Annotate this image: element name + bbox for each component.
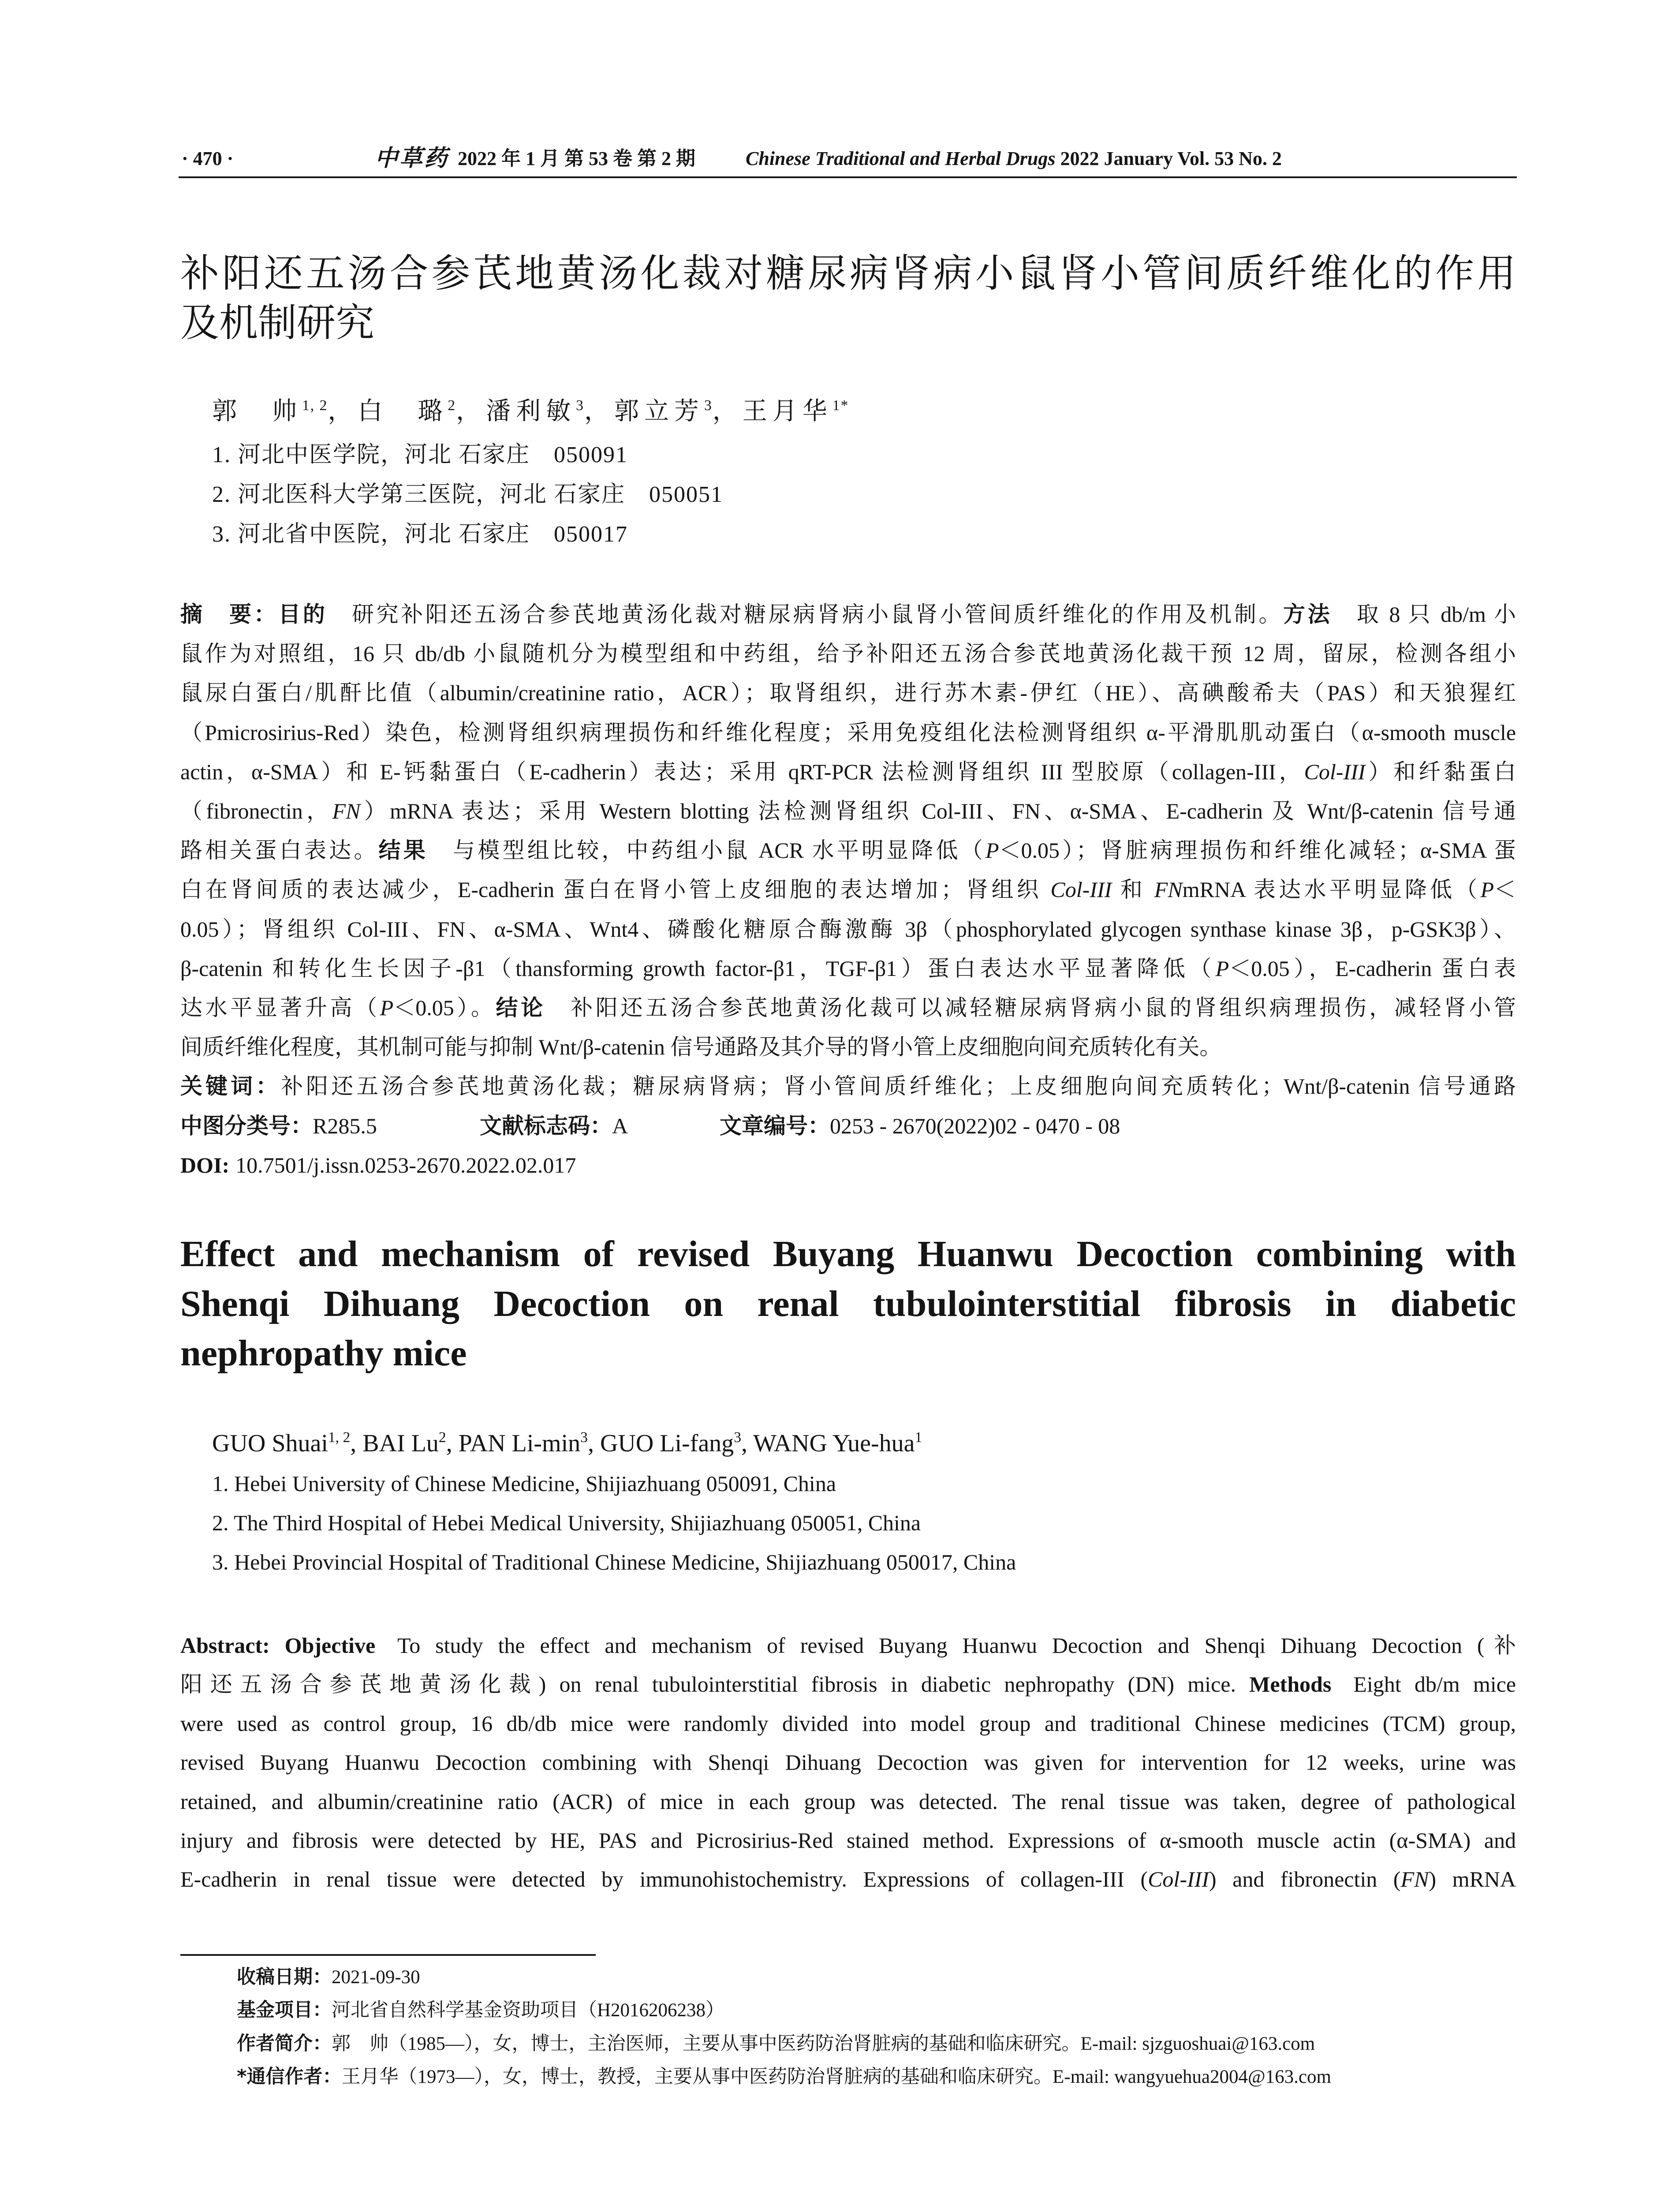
author-list-en (212, 1428, 922, 1459)
clc-number (180, 1106, 480, 1146)
abstract-cn-line (180, 673, 1516, 713)
text-run: actin，α-SMA）和 E-钙黏蛋白（E-cadherin）表达；采用 qRT-PCR 法检测肾组织 III 型胶原（collagen-III， (180, 759, 1304, 784)
footnote-received (237, 1961, 1331, 1994)
italic-term: P (985, 838, 999, 863)
text-run: 间质纤维化程度，其机制可能与抑制 Wnt/β-catenin 信号通路及其介导的肾小管上皮细胞向间充质转化有关。 (180, 1035, 1222, 1060)
bold-label: Methods (1249, 1672, 1332, 1697)
footnote-text: 郭 帅（1985—），女，博士，主治医师，主要从事中医药防治肾脏病的基础和临床研究。E-mail: sjzguoshuai@163.com (332, 2033, 1315, 2054)
bold-label: Abstract: Objective (180, 1633, 376, 1658)
abstract-cn-line (180, 792, 1516, 831)
abstract-cn-line (180, 910, 1516, 949)
keywords-cn (180, 1067, 1516, 1106)
text-run: injury and fibrosis were detected by HE, PAS and Picrosirius-Red stained method. Expressions of α-smooth muscle actin (α-SMA) and (180, 1828, 1516, 1853)
affiliation-superscript: 1, 2 (302, 397, 328, 414)
text-run: Eight db/m mice (1331, 1672, 1516, 1697)
text-run: ＜0.05）。 (393, 995, 496, 1020)
abstract-en-line (180, 1704, 1516, 1743)
footnote-rule (180, 1954, 596, 1956)
abstract-en (180, 1626, 1516, 1899)
page-number: · 470 · (182, 148, 234, 169)
article-title-en (180, 1230, 1516, 1379)
abstract-cn-line (180, 1028, 1516, 1067)
title-en-line: Shenqi Dihuang Decoction on renal tubulointerstitial fibrosis in diabetic (180, 1283, 1516, 1324)
issue-info-cn: 2022 年 1 月 第 53 卷 第 2 期 (458, 148, 695, 169)
doi-line (180, 1146, 1516, 1185)
abstract-en-line (180, 1821, 1516, 1860)
footnote-funding (237, 1994, 1331, 2027)
header-rule (179, 176, 1517, 178)
text-run: 和 (1112, 877, 1154, 902)
italic-term: P (380, 995, 394, 1020)
bold-label: 结果 (378, 837, 428, 863)
footnote-label: *通信作者： (237, 2065, 342, 2088)
abstract-cn-line (180, 634, 1516, 673)
affiliation-cn: 2. 河北医科大学第三医院，河北 石家庄 050051 (212, 482, 724, 507)
clc-value: R285.5 (313, 1113, 377, 1138)
affiliation-cn: 1. 河北中医学院，河北 石家庄 050091 (212, 442, 628, 467)
affiliations-en (212, 1464, 1016, 1582)
affiliation-cn: 3. 河北省中医院，河北 石家庄 050017 (212, 522, 628, 547)
text-run: ) and fibronectin ( (1209, 1867, 1401, 1892)
document-code-value: A (612, 1113, 628, 1138)
text-run: 路相关蛋白表达。 (180, 838, 379, 863)
text-run: ) mRNA (1429, 1867, 1516, 1892)
clc-label: 中图分类号： (180, 1113, 313, 1139)
abstract-en-line (180, 1782, 1516, 1821)
text-run: ，王月华 (712, 398, 833, 425)
text-run: 补阳还五汤合参芪地黄汤化裁；糖尿病肾病；肾小管间质纤维化；上皮细胞向间充质转化；Wnt/β-catenin 信号通路 (281, 1074, 1516, 1099)
italic-term: FN (332, 799, 361, 824)
text-run: 研究补阳还五汤合参芪地黄汤化裁对糖尿病肾病小鼠肾小管间质纤维化的作用及机制。 (327, 602, 1284, 627)
text-run: 0.05）；肾组织 Col-III、FN、α-SMA、Wnt4、磷酸化糖原合酶激酶 3β（phosphorylated glycogen synthase kinase 3β，p-GSK3β）、 (180, 916, 1516, 942)
italic-term: Col-III (1148, 1867, 1209, 1892)
abstract-en-line (180, 1626, 1516, 1665)
journal-name-en: Chinese Traditional and Herbal Drugs (746, 148, 1056, 169)
italic-term: Col-III (1050, 877, 1112, 902)
article-title-cn (180, 249, 1516, 348)
footnote-label: 收稿日期： (237, 1966, 332, 1988)
affiliation-superscript: 2 (448, 397, 456, 414)
doi-label: DOI: (180, 1152, 230, 1177)
classification-line (180, 1106, 1516, 1146)
text-run: 鼠尿白蛋白/肌酐比值（albumin/creatinine ratio，ACR）；取肾组织，进行苏木素-伊红（HE）、高碘酸希夫（PAS）和天狼猩红 (180, 680, 1516, 706)
text-run: 取 8 只 db/m 小 (1332, 602, 1516, 627)
affiliation-superscript: 3 (580, 1429, 588, 1446)
text-run: revised Buyang Huanwu Decoction combining with Shenqi Dihuang Decoction was given for intervention for 12 weeks, urine was (180, 1750, 1516, 1775)
journal-info-en (746, 146, 1282, 172)
text-run: 与模型组比较，中药组小鼠 ACR 水平明显降低（ (428, 838, 986, 863)
text-run: E-cadherin in renal tissue were detected by immunohistochemistry. Expressions of collagen-III ( (180, 1867, 1148, 1892)
text-run: , GUO Li-fang (587, 1430, 734, 1457)
running-header (180, 146, 1516, 172)
text-run: To study the effect and mechanism of revised Buyang Huanwu Decoction and Shenqi Dihuang Decoction (补 (375, 1633, 1516, 1658)
text-run: ＜0.05）；肾脏病理损伤和纤维化减轻；α-SMA 蛋 (999, 838, 1516, 863)
text-run: 达水平显著升高（ (180, 995, 380, 1020)
footnote-text: 河北省自然科学基金资助项目（H2016206238） (332, 2000, 725, 2021)
affiliation-superscript: 3 (704, 397, 713, 414)
affiliation-superscript: 1, 2 (328, 1429, 351, 1446)
affiliation-superscript: 3 (576, 397, 584, 414)
article-number-label: 文章编号： (720, 1113, 830, 1139)
abstract-cn-line (180, 713, 1516, 752)
footnote-author-bio (237, 2027, 1331, 2060)
abstract-en-line (180, 1665, 1516, 1704)
affiliation-en: 2. The Third Hospital of Hebei Medical University, Shijiazhuang 050051, China (212, 1510, 921, 1535)
text-run: ，郭立芳 (584, 398, 704, 425)
doi-value: 10.7501/j.issn.0253-2670.2022.02.017 (235, 1152, 576, 1177)
text-run: , WANG Yue-hua (741, 1430, 915, 1457)
text-run: ，白 璐 (328, 398, 448, 425)
title-en-line: nephropathy mice (180, 1333, 467, 1374)
abstract-cn-line (180, 949, 1516, 988)
text-run: ）mRNA 表达；采用 Western blotting 法检测肾组织 Col-III、FN、α-SMA、E-cadherin 及 Wnt/β-catenin 信号通 (360, 799, 1516, 824)
document-code (480, 1106, 720, 1146)
article-number (720, 1106, 1120, 1146)
affiliations-cn (212, 435, 723, 554)
text-run: GUO Shuai (212, 1430, 328, 1457)
text-run: ，潘利敏 (456, 398, 576, 425)
bold-label: 关键词： (180, 1073, 281, 1099)
text-run: 白在肾间质的表达减少，E-cadherin 蛋白在肾小管上皮细胞的表达增加；肾组织 (180, 877, 1051, 902)
text-run: β-catenin 和转化生长因子-β1（thansforming growth factor-β1，TGF-β1）蛋白表达水平显著降低（ (180, 956, 1216, 981)
footnote-label: 基金项目： (237, 1999, 332, 2022)
italic-term: FN (1154, 877, 1183, 902)
affiliation-en: 1. Hebei University of Chinese Medicine, Shijiazhuang 050091, China (212, 1471, 836, 1496)
affiliation-superscript: 2 (438, 1429, 446, 1446)
abstract-cn-line (180, 595, 1516, 634)
document-code-label: 文献标志码： (480, 1113, 612, 1139)
text-run: mRNA 表达水平明显降低（ (1182, 877, 1481, 902)
text-run: 鼠作为对照组，16 只 db/db 小鼠随机分为模型组和中药组，给予补阳还五汤合参芪地黄汤化裁干预 12 周，留尿，检测各组小 (180, 641, 1516, 666)
bold-label: 摘 要： (180, 602, 279, 627)
bold-label: 结论 (496, 995, 546, 1021)
author-list-cn (212, 396, 849, 427)
text-run: retained, and albumin/creatinine ratio (ACR) of mice in each group was detected. The renal tissue was taken, degree of pathological (180, 1789, 1516, 1814)
text-run: were used as control group, 16 db/db mice were randomly divided into model group and traditional Chinese medicines (TCM) group, (180, 1711, 1516, 1736)
text-run: ＜0.05），E-cadherin 蛋白表 (1229, 956, 1516, 981)
abstract-cn-line (180, 870, 1516, 909)
italic-term: Col-III (1304, 759, 1366, 784)
affiliation-en: 3. Hebei Provincial Hospital of Traditional Chinese Medicine, Shijiazhuang 050017, China (212, 1550, 1016, 1574)
title-cn-line: 补阳还五汤合参芪地黄汤化裁对糖尿病肾病小鼠肾小管间质纤维化的作用 (180, 250, 1516, 296)
affiliation-superscript: 1* (832, 397, 849, 414)
text-run: , BAI Lu (350, 1430, 439, 1457)
abstract-en-line (180, 1860, 1516, 1899)
text-run: （fibronectin， (180, 799, 332, 824)
text-run: 补阳还五汤合参芪地黄汤化裁可以减轻糖尿病肾病小鼠的肾组织病理损伤，减轻肾小管 (545, 995, 1516, 1020)
footnotes (237, 1961, 1331, 2093)
issue-info-en: 2022 January Vol. 53 No. 2 (1060, 148, 1282, 169)
abstract-en-line (180, 1743, 1516, 1782)
affiliation-superscript: 1 (915, 1429, 922, 1446)
text-run: , PAN Li-min (446, 1430, 581, 1457)
italic-term: FN (1400, 1867, 1429, 1892)
abstract-cn-line (180, 752, 1516, 792)
bold-label: 方法 (1283, 602, 1333, 627)
text-run: 郭 帅 (212, 398, 302, 425)
title-cn-line: 及机制研究 (180, 300, 375, 345)
footnote-text: 2021-09-30 (332, 1967, 420, 1988)
title-en-line: Effect and mechanism of revised Buyang Huanwu Decoction combining with (180, 1233, 1516, 1274)
abstract-cn-line (180, 831, 1516, 870)
abstract-cn (180, 595, 1516, 1185)
affiliation-superscript: 3 (734, 1429, 741, 1446)
italic-term: P (1215, 956, 1229, 981)
journal-name-cn: 中草药 (375, 146, 449, 171)
italic-term: P (1480, 877, 1494, 902)
text-run: 阳还五汤合参芪地黄汤化裁) on renal tubulointerstitial fibrosis in diabetic nephropathy (DN) mice. (180, 1672, 1250, 1697)
text-run: ＜ (1494, 877, 1516, 902)
footnote-label: 作者简介： (237, 2032, 332, 2055)
text-run: ）和纤黏蛋白 (1365, 759, 1516, 784)
text-run: （Pmicrosirius-Red）染色，检测肾组织病理损伤和纤维化程度；采用免疫组化法检测肾组织 α-平滑肌肌动蛋白（α-smooth muscle (180, 720, 1516, 745)
abstract-cn-line (180, 988, 1516, 1028)
bold-label: 目的 (278, 602, 328, 627)
article-number-value: 0253 - 2670(2022)02 - 0470 - 08 (830, 1113, 1120, 1138)
footnote-corresponding-author (237, 2060, 1331, 2093)
footnote-text: 王月华（1973—），女，博士，教授，主要从事中医药防治肾脏病的基础和临床研究。E-mail: wangyuehua2004@163.com (341, 2066, 1331, 2087)
